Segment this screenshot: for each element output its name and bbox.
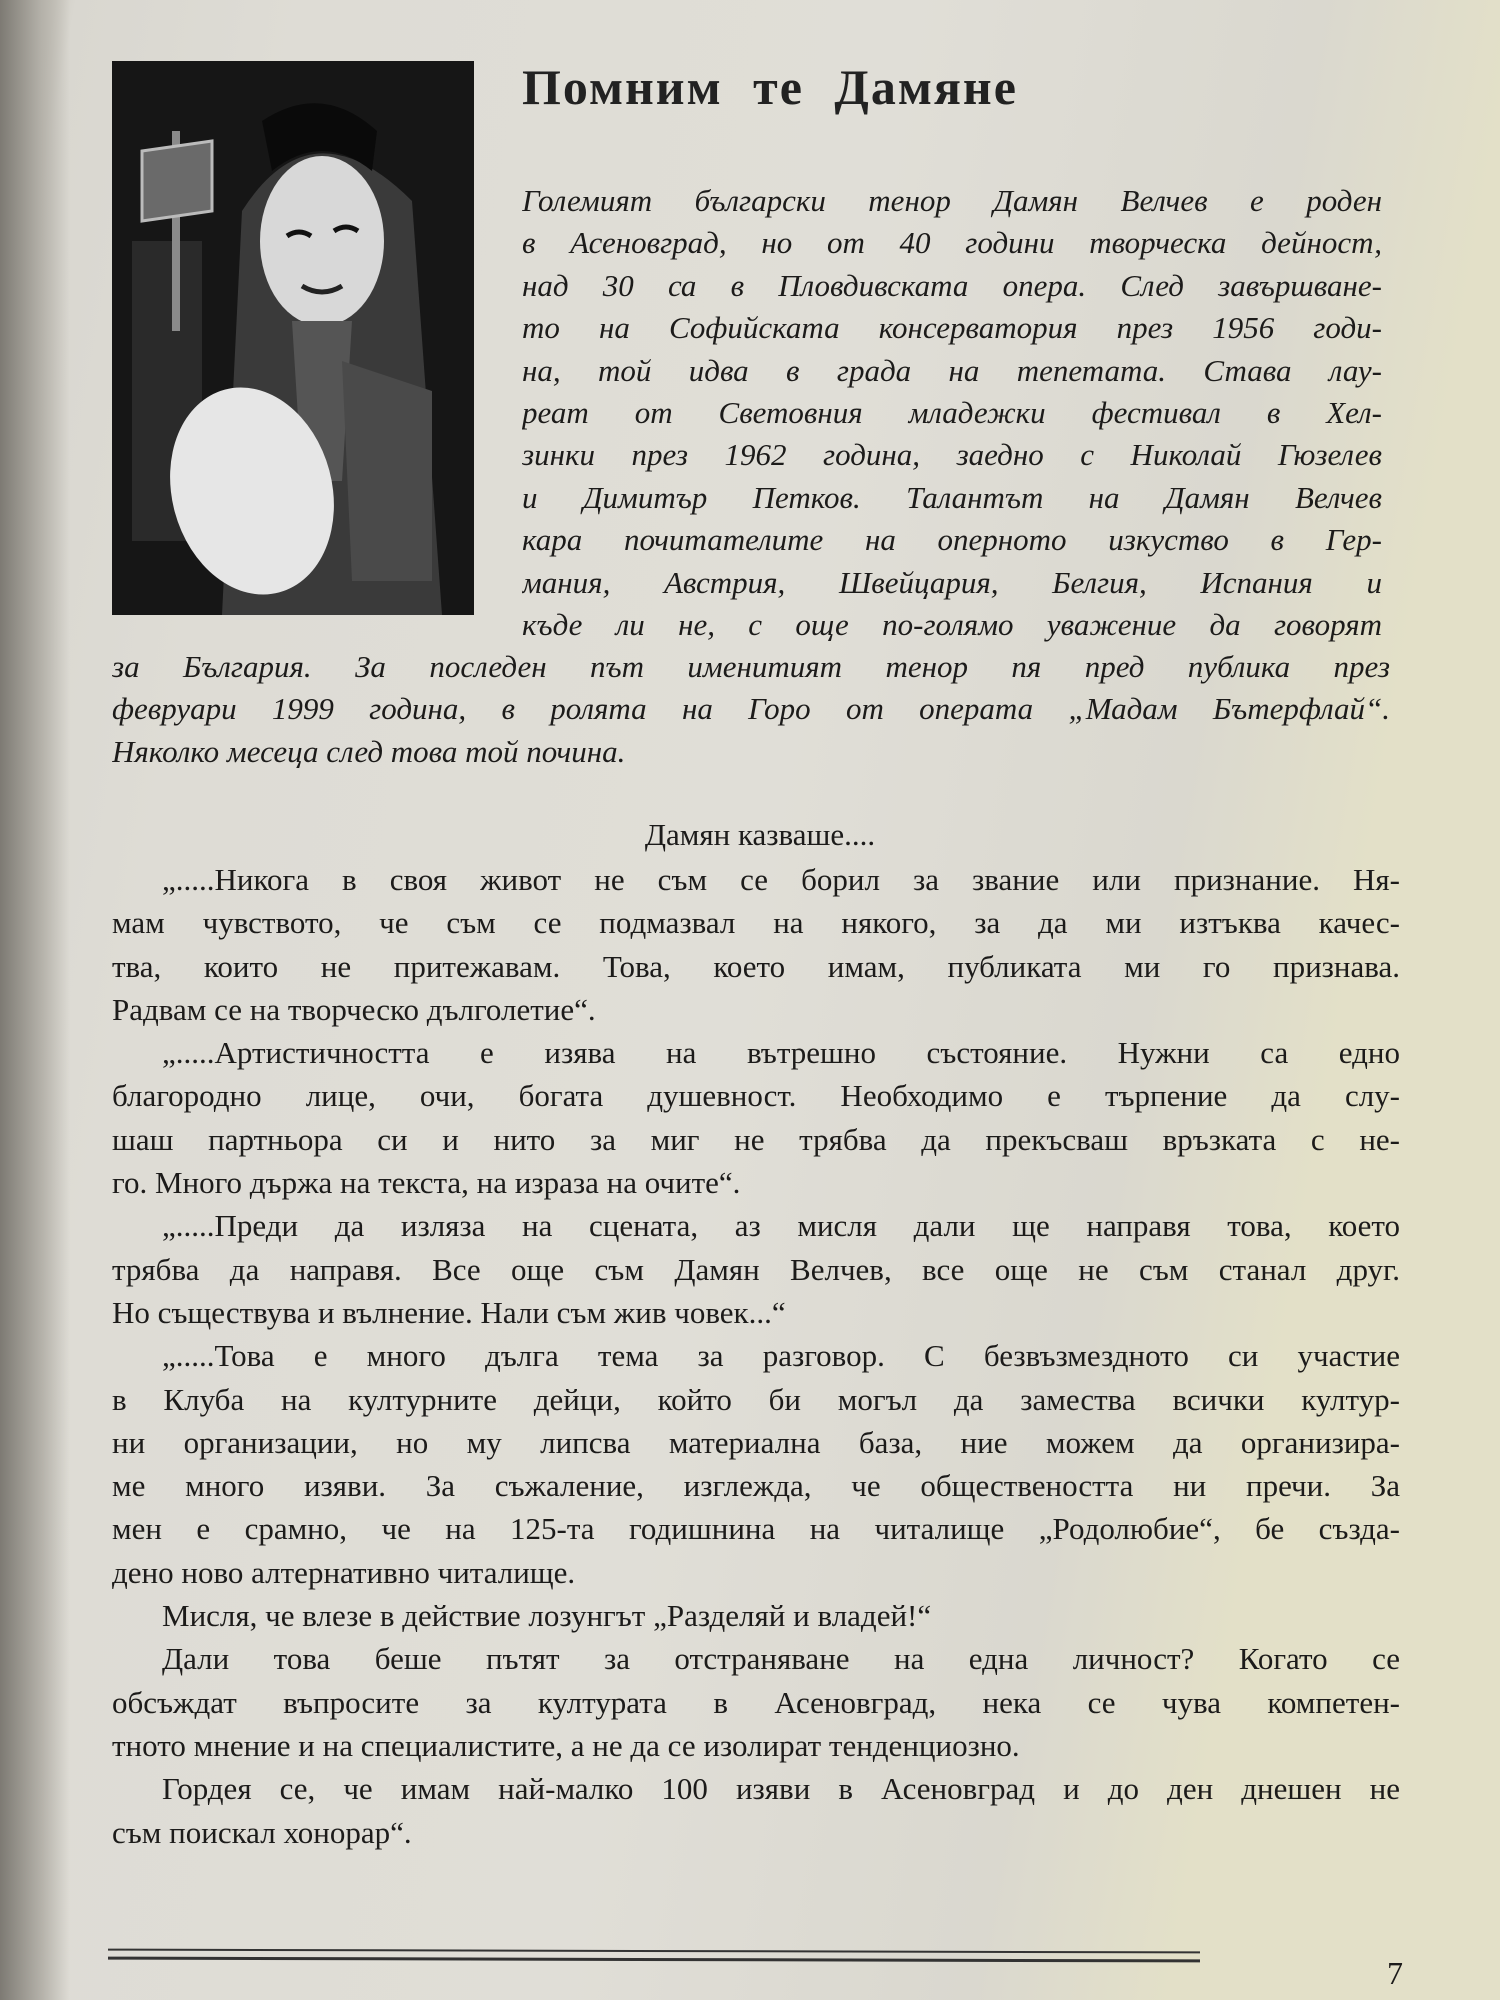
body-line: „.....Преди да изляза на сцената, аз мисля дали ще направя това, което (162, 1208, 1400, 1244)
intro-paragraph-continued (112, 646, 1390, 773)
body-line: Но съществува и вълнение. Нали съм жив човек...“ (112, 1294, 786, 1330)
body-line: шаш партньора си и нито за миг не трябва да прекъсваш връзката с не- (112, 1121, 1400, 1157)
body-line: тното мнение и на специалистите, а не да се изолират тенденциозно. (112, 1727, 1020, 1763)
body-line: тва, които не притежавам. Това, което имам, публиката ми го признава. (112, 948, 1400, 984)
intro-line: къде ли не, с още по-голямо уважение да говорят (522, 606, 1382, 642)
quote-subheading: Дамян казваше.... (644, 817, 876, 852)
body-line: Дали това беше пътят за отстраняване на една личност? Когато се (162, 1641, 1400, 1677)
body-line: съм поискал хонорар“. (112, 1814, 412, 1850)
article-title: Помним те Дамяне (522, 59, 1018, 115)
body-line: обсъждат въпросите за културата в Асеновград, нека се чува компетен- (112, 1684, 1400, 1720)
intro-line: кара почитателите на оперното изкуство в Гер- (522, 522, 1382, 558)
intro-line: зинки през 1962 година, заедно с Николай Гюзелев (522, 437, 1382, 473)
body-line: ни организации, но му липсва материална база, ние можем да организира- (112, 1424, 1400, 1460)
page-number: 7 (1387, 1955, 1403, 1991)
intro-paragraph (522, 180, 1382, 646)
intro-line: то на Софийската консерватория през 1956 годи- (522, 310, 1382, 346)
body-line: „.....Артистичността е изява на вътрешно състояние. Нужни са едно (162, 1035, 1400, 1071)
intro-line: на, той идва в града на тепетата. Става лау- (522, 352, 1382, 388)
intro-line: Няколко месеца след това той почина. (112, 733, 626, 769)
intro-line: и Димитър Петков. Талантът на Дамян Велчев (522, 479, 1382, 515)
body-line: ме много изяви. За съжаление, изглежда, че обществеността ни пречи. За (112, 1468, 1400, 1504)
portrait-photo (112, 61, 474, 615)
intro-line: Големият български тенор Дамян Велчев е роден (522, 183, 1382, 218)
body-line: мен е срамно, че на 125-та годишнина на читалище „Родолюбие“, бе създа- (112, 1511, 1400, 1547)
intro-line: реат от Световния младежки фестивал в Хел- (522, 394, 1382, 430)
quotes-body (112, 858, 1400, 1854)
intro-line: февруари 1999 година, в ролята на Горо от операта „Мадам Бътерфлай“. (112, 691, 1390, 727)
body-line: дено ново алтернативно читалище. (112, 1554, 576, 1590)
intro-line: над 30 са в Пловдивската опера. След завършване- (522, 267, 1382, 303)
intro-line: за България. За последен път именитият тенор пя пред публика през (112, 649, 1390, 684)
footer-rule-top (108, 1949, 1200, 1954)
body-line: Гордея се, че имам най-малко 100 изяви в Асеновград и до ден днешен не (162, 1771, 1400, 1807)
intro-line: мания, Австрия, Швейцария, Белгия, Испания и (522, 564, 1382, 600)
intro-line: в Асеновград, но от 40 години творческа дейност, (522, 225, 1382, 261)
body-line: трябва да направя. Все още съм Дамян Велчев, все още не съм станал друг. (112, 1251, 1400, 1287)
body-line: в Клуба на културните дейци, който би могъл да замества всички култур- (112, 1381, 1400, 1417)
body-line: Мисля, че влезе в действие лозунгът „Разделяй и владей!“ (162, 1598, 932, 1634)
body-line: мам чувството, че съм се подмазвал на някого, за да ми изтъква качес- (112, 905, 1400, 941)
body-line: благородно лице, очи, богата душевност. Необходимо е търпение да слу- (112, 1078, 1400, 1114)
book-gutter-shadow (0, 0, 70, 2000)
body-line: „.....Никога в своя живот не съм се борил за звание или признание. Ня- (162, 862, 1400, 897)
body-line: Радвам се на творческо дълголетие“. (112, 991, 596, 1027)
body-line: „.....Това е много дълга тема за разговор. С безвъзмездното си участие (162, 1338, 1400, 1374)
footer-rule-bottom (108, 1957, 1200, 1963)
body-line: го. Много държа на текста, на израза на очите“. (112, 1165, 741, 1201)
